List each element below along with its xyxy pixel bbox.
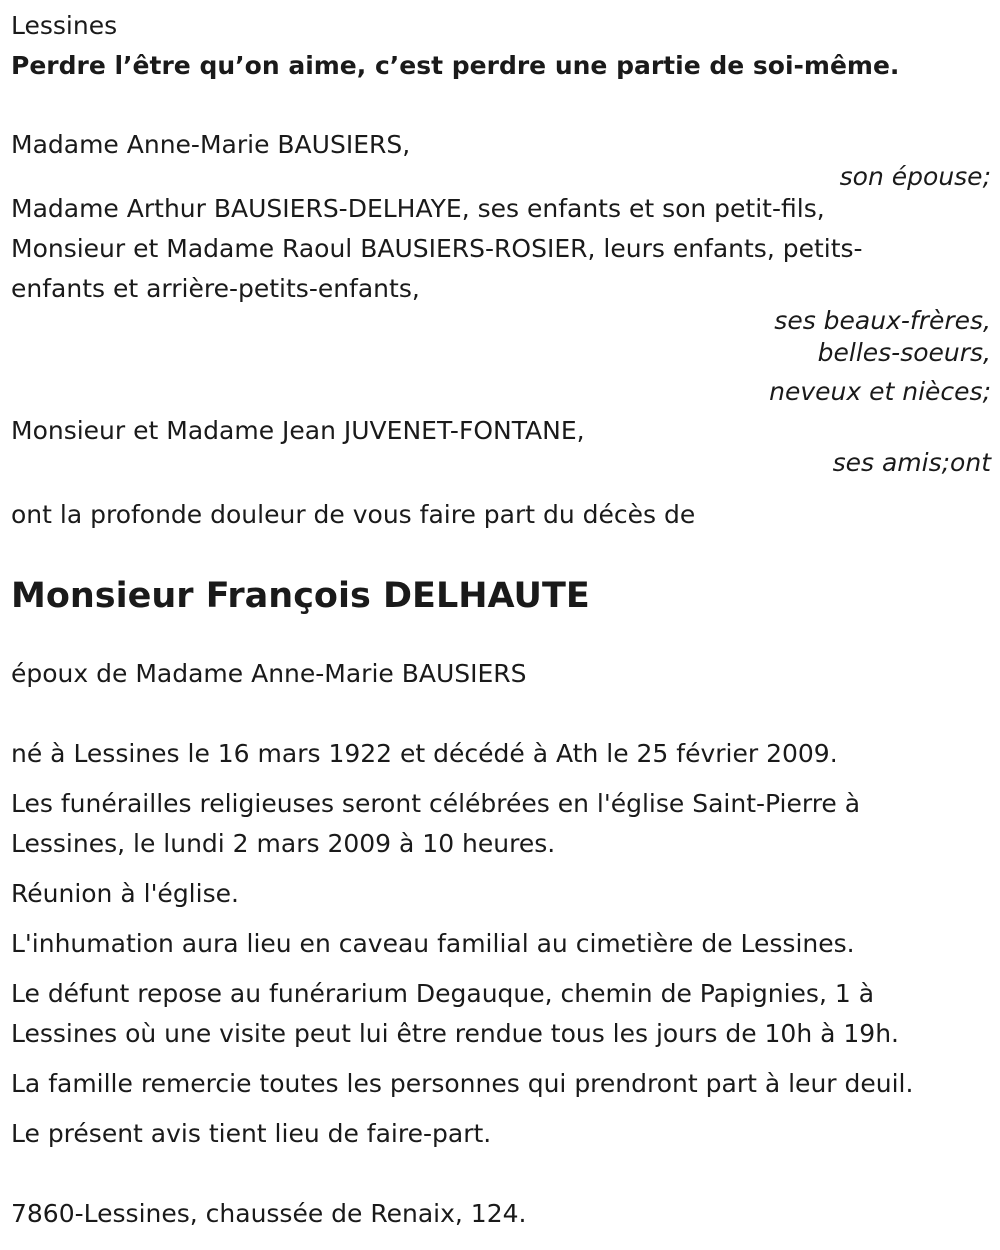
deceased-name: Monsieur François DELHAUTE: [11, 576, 590, 616]
spouse-of: époux de Madame Anne-Marie BAUSIERS: [11, 659, 527, 688]
siblings-role-1: ses beaux-frères,: [774, 306, 991, 335]
siblings-role-3: neveux et nièces;: [769, 377, 991, 406]
rest-line-2: Lessines où une visite peut lui être rendue tous les jours de 10h à 19h.: [11, 1019, 899, 1048]
funeral-line-1: Les funérailles religieuses seront célébrées en l'église Saint-Pierre à: [11, 789, 861, 818]
siblings-line-1: Madame Arthur BAUSIERS-DELHAYE, ses enfants et son petit-fils,: [11, 194, 825, 223]
funeral-details: [11, 784, 991, 1154]
spouse-name: Madame Anne-Marie BAUSIERS,: [11, 130, 411, 159]
spouse-role: son épouse;: [839, 162, 991, 191]
birth-death: né à Lessines le 16 mars 1922 et décédé à Ath le 25 février 2009.: [11, 739, 838, 768]
rest-line-1: Le défunt repose au funérarium Degauque, chemin de Papignies, 1 à: [11, 979, 875, 1008]
friends-name: Monsieur et Madame Jean JUVENET-FONTANE,: [11, 416, 585, 445]
friends-role: ses amis;ont: [832, 448, 991, 477]
family-list: [11, 125, 991, 475]
city-heading: Lessines: [11, 11, 118, 40]
quote: Perdre l’être qu’on aime, c’est perdre une partie de soi-même.: [11, 51, 900, 80]
notice-info: Le présent avis tient lieu de faire-part.: [11, 1119, 492, 1148]
meeting-info: Réunion à l'église.: [11, 879, 239, 908]
thanks-info: La famille remercie toutes les personnes qui prendront part à leur deuil.: [11, 1069, 914, 1098]
address: 7860-Lessines, chaussée de Renaix, 124.: [11, 1199, 527, 1228]
funeral-line-2: Lessines, le lundi 2 mars 2009 à 10 heures.: [11, 829, 556, 858]
siblings-line-2: Monsieur et Madame Raoul BAUSIERS-ROSIER, leurs enfants, petits-: [11, 234, 863, 263]
announcement: ont la profonde douleur de vous faire part du décès de: [11, 500, 696, 529]
burial-info: L'inhumation aura lieu en caveau familial au cimetière de Lessines.: [11, 929, 855, 958]
siblings-line-3: enfants et arrière-petits-enfants,: [11, 274, 420, 303]
siblings-role-2: belles-soeurs,: [817, 338, 991, 367]
